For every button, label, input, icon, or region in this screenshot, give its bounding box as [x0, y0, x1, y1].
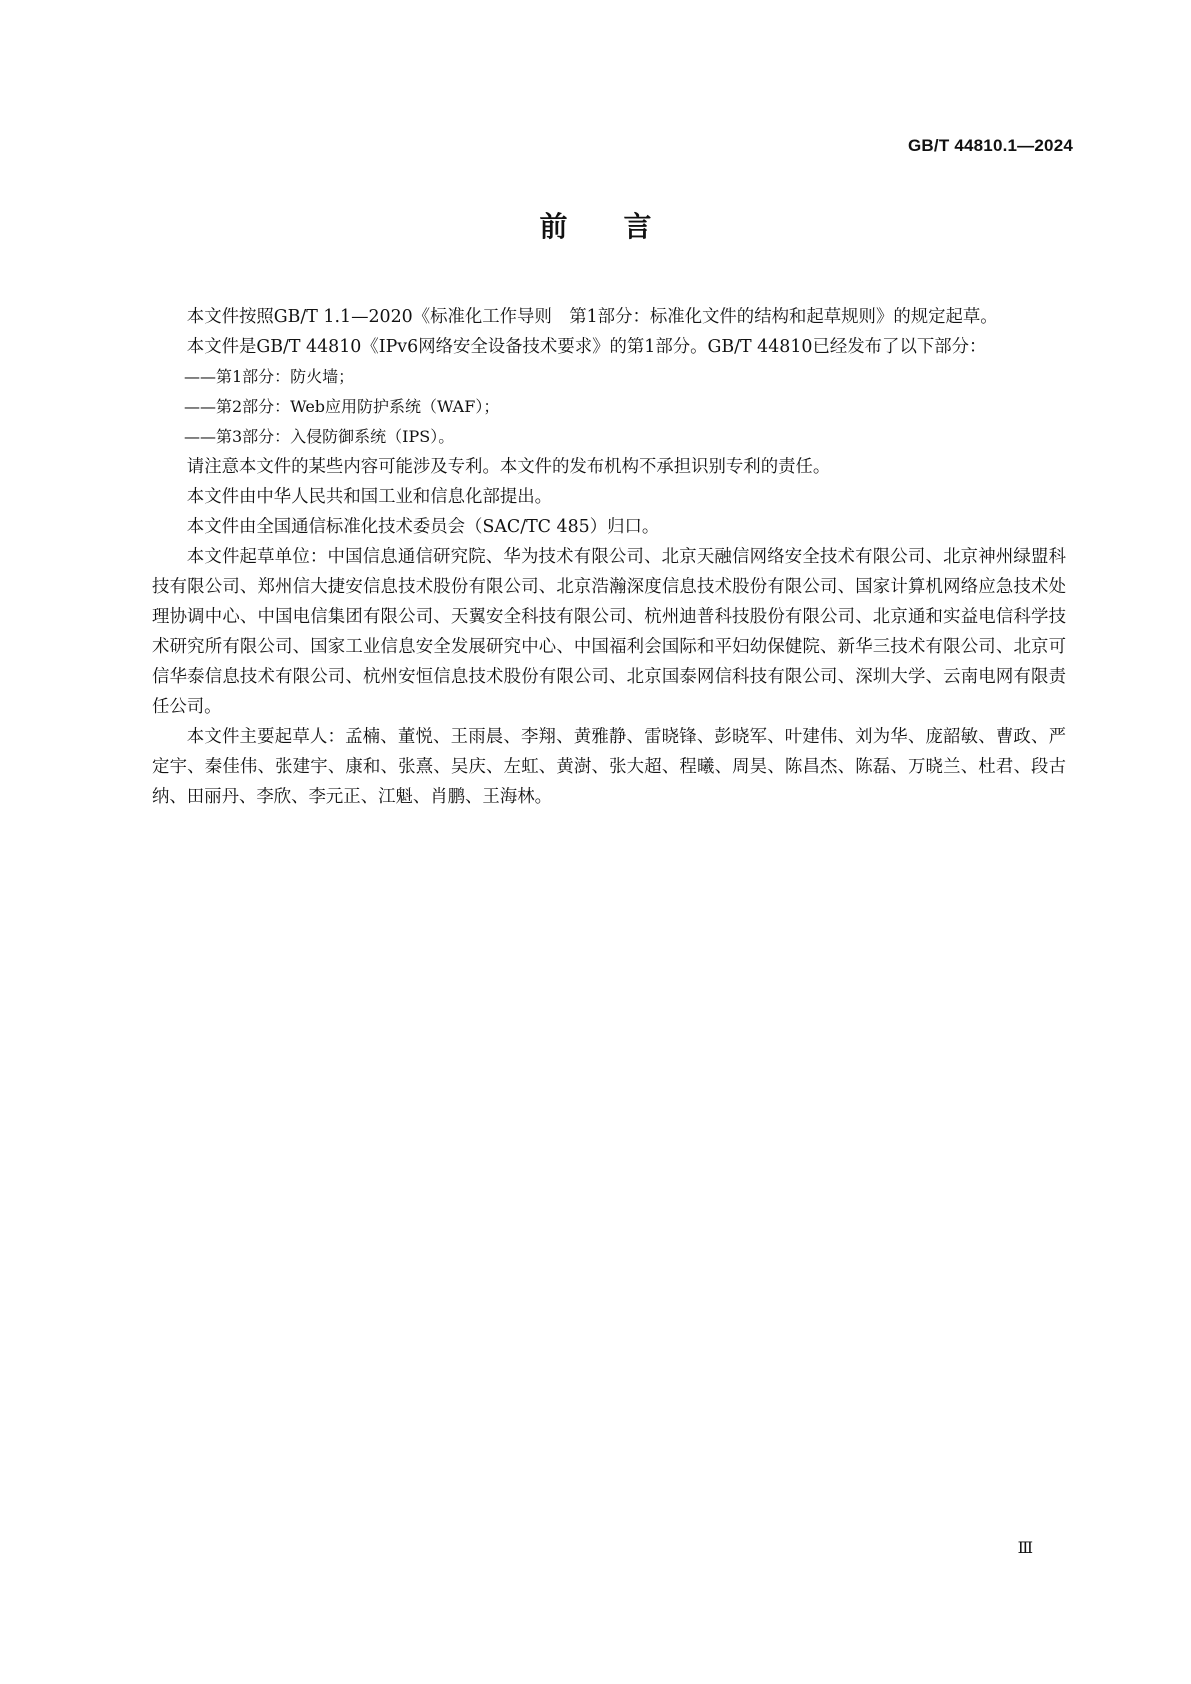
page-number: Ⅲ [1017, 1538, 1033, 1557]
drafting-units-paragraph: 本文件起草单位：中国信息通信研究院、华为技术有限公司、北京天融信网络安全技术有限公司、北京神州绿盟科技有限公司、郑州信大捷安信息技术股份有限公司、北京浩瀚深度信息技术股份有限公司、国家计算机网络应急技术处理协调中心、中国电信集团有限公司、天翼安全科技有限公司、杭州迪普科技股份有限公司、北京通和实益电信科学技术研究所有限公司、国家工业信息安全发展研究中心、中国福利会国际和平妇幼保健院、新华三技术有限公司、北京可信华泰信息技术有限公司、杭州安恒信息技术股份有限公司、北京国泰网信科技有限公司、深圳大学、云南电网有限责任公司。 [152, 547, 1066, 717]
patent-notice-paragraph: 请注意本文件的某些内容可能涉及专利。本文件的发布机构不承担识别专利的责任。 [186, 457, 831, 477]
part-intro-paragraph: 本文件是GB/T 44810《IPv6网络安全设备技术要求》的第1部分。GB/T 44810已经发布了以下部分： [186, 337, 987, 357]
standard-code: GB/T 44810.1—2024 [908, 136, 1073, 155]
list-item: ——第2部分：Web应用防护系统（WAF）； [184, 397, 500, 416]
drafters-paragraph: 本文件主要起草人：孟楠、董悦、王雨晨、李翔、黄雅静、雷晓锋、彭晓军、叶建伟、刘为华、庞韶敏、曹政、严定宇、秦佳伟、张建宇、康和、张熹、吴庆、左虹、黄澍、张大超、程曦、周昊、陈昌杰、陈磊、万晓兰、杜君、段古纳、田丽丹、李欣、李元正、江魁、肖鹏、王海林。 [152, 727, 1066, 807]
list-item: ——第1部分：防火墙； [184, 367, 355, 386]
list-item: ——第3部分：入侵防御系统（IPS）。 [184, 427, 455, 446]
centralizer-paragraph: 本文件由全国通信标准化技术委员会（SAC/TC 485）归口。 [186, 517, 660, 537]
document-body [152, 302, 1066, 812]
page-title: 前言 [539, 210, 708, 243]
drafting-rule-paragraph: 本文件按照GB/T 1.1—2020《标准化工作导则 第1部分：标准化文件的结构和起草规则》的规定起草。 [186, 307, 998, 327]
proposer-paragraph: 本文件由中华人民共和国工业和信息化部提出。 [186, 487, 553, 507]
